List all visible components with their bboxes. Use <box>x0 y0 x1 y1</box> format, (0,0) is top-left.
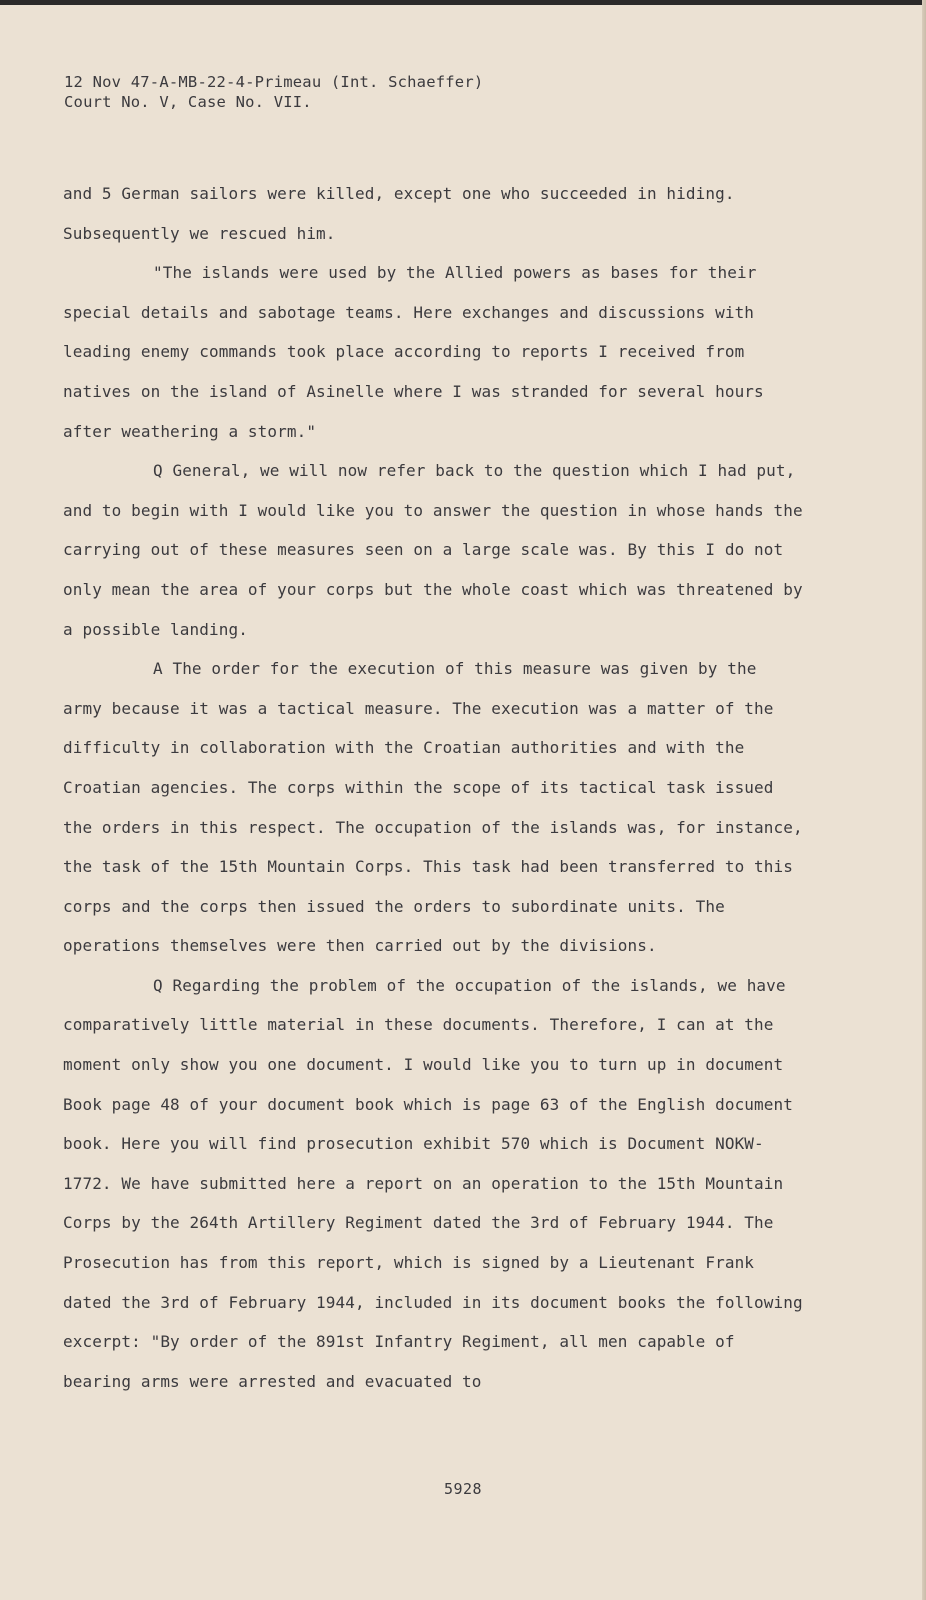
document-header <box>64 72 483 112</box>
header-court-line: Court No. V, Case No. VII. <box>64 93 312 111</box>
paragraph-question: Q Regarding the problem of the occupation of the islands, we have comparatively little material in these documents. Therefore, I can at the moment only show you one document. I would like you to turn up in document Book page 48 of your document book which is page 63 of the English document book. Here you will find prosecution exhibit 570 which is Document NOKW-1772. We have submitted here a report on an operation to the 15th Mountain Corps by the 264th Artillery Regiment dated the 3rd of February 1944. The Prosecution has from this report, which is signed by a Lieutenant Frank dated the 3rd of February 1944, included in its document books the following excerpt: "By order of the 891st Infantry Regiment, all men capable of bearing arms were arrested and evacuated to <box>63 975 803 1391</box>
paragraph-question: Q General, we will now refer back to the question which I had put, and to begin with I would like you to answer the question in whose hands the carrying out of these measures seen on a large scale was. By this I do not only mean the area of your corps but the whole coast which was threatened by a possible landing. <box>63 461 803 639</box>
header-reference-line: 12 Nov 47-A-MB-22-4-Primeau (Int. Schaeffer) <box>64 73 484 91</box>
paragraph-quoted-statement: "The islands were used by the Allied powers as bases for their special details and sabotage teams. Here exchanges and discussions with leading enemy commands took place according to reports I received from natives on the island of Asinelle where I was stranded for several hours after weathering a storm." <box>63 263 764 441</box>
paragraph-continuation: and 5 German sailors were killed, except one who succeeded in hiding. Subsequently we rescued him. <box>63 184 735 243</box>
paragraph-answer: A The order for the execution of this measure was given by the army because it was a tactical measure. The execution was a matter of the difficulty in collaboration with the Croatian authorities and with the Croatian agencies. The corps within the scope of its tactical task issued the orders in this respect. The occupation of the islands was, for instance, the task of the 15th Mountain Corps. This task had been transferred to this corps and the corps then issued the orders to subordinate units. The operations themselves were then carried out by the divisions. <box>63 659 803 956</box>
page-number: 5928 <box>443 1480 483 1498</box>
transcript-body <box>63 174 803 1401</box>
